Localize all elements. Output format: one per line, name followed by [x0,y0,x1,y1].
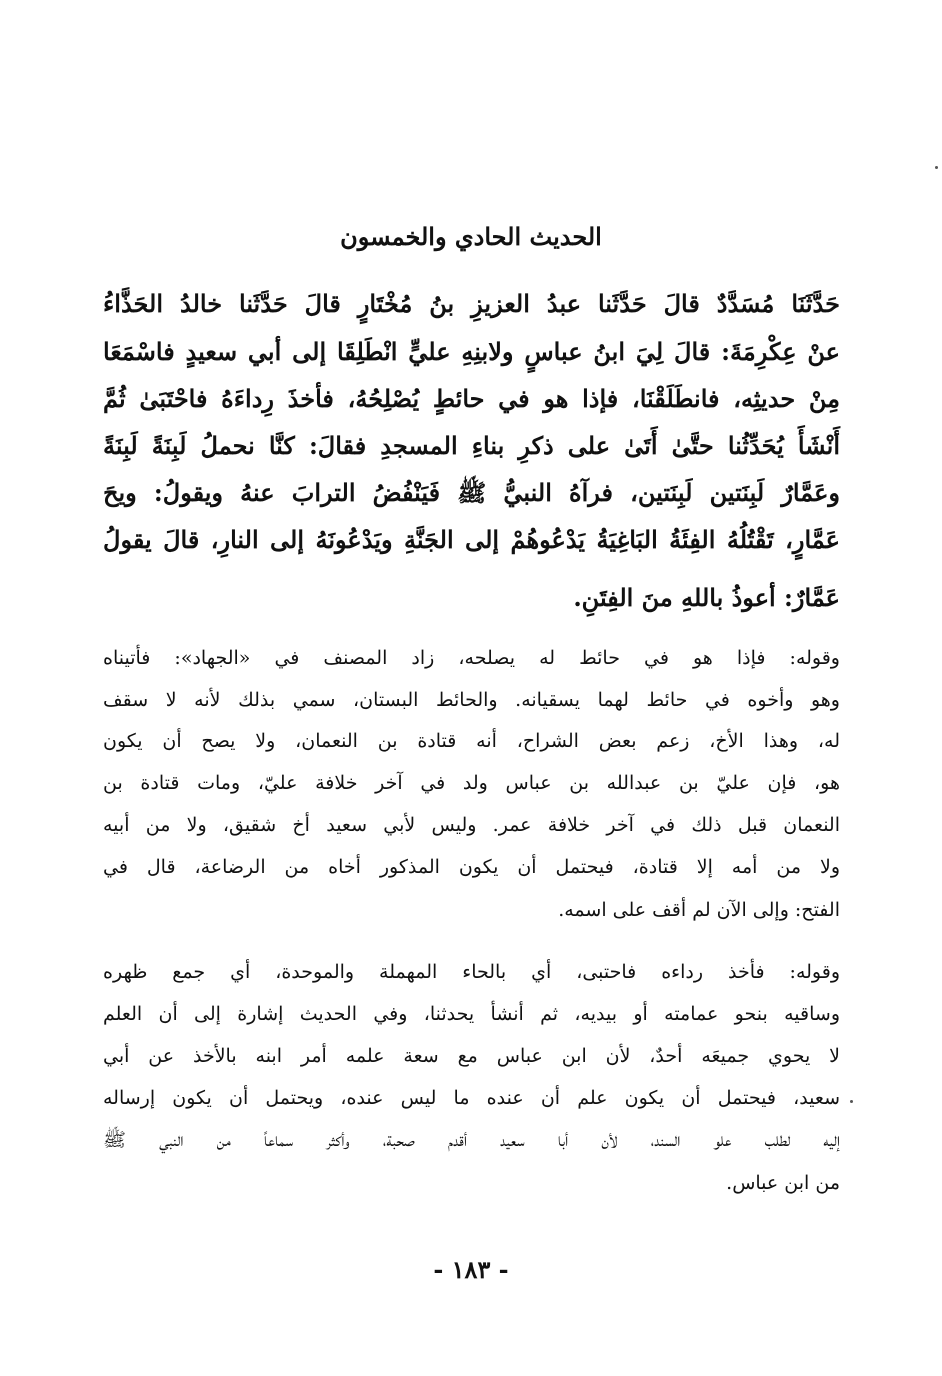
commentary-line: وقوله: فإذا هو في حائط له يصلحه، زاد المصنف في «الجهاد»: فأتيناه [103,647,840,669]
hadith-line: حَدَّثَنَا مُسَدَّدٌ قالَ حَدَّثَنا عبدُ العزيزِ بنُ مُخْتَارٍ قالَ حَدَّثَنا خالدُ الحَذَّاءُ [103,289,840,318]
hadith-line: عَمَّارٍ، تَقْتُلُهُ الفِئَةُ البَاغِيَةُ يَدْعُوهُمْ إلى الجَنَّةِ ويَدْعُونَهُ إلى النارِ، قالَ يقولُ [103,525,840,554]
commentary-line: وهو وأخوه في حائط لهما يسقيانه. والحائط البستان، سمي بذلك لأنه لا سقف [103,689,840,711]
commentary-line: لا يحوي جميعَه أحدٌ، لأن ابن عباس مع سعة علمه أمر ابنه بالأخذ عن أبي [103,1045,840,1067]
scan-speck [850,1100,853,1103]
commentary-line: من ابن عباس. [726,1172,840,1194]
hadith-line: عَمَّارٌ: أعوذُ باللهِ منَ الفِتَنِ. [573,583,840,612]
commentary-line: إليه لطلب علو السند، لأن أبا سعيد أقدم صحبة، وأكثر سماعاً من النبي ﷺ [103,1129,840,1151]
commentary-line: الفتح: وإلى الآن لم أقف على اسمه. [558,899,840,921]
hadith-title: الحديث الحادي والخمسون [340,222,602,251]
hadith-line: مِنْ حديثِه، فانطَلَقْنَا، فإذا هو في حائطٍ يُصْلِحُهُ، فأخذَ رِداءَهُ فاحْتَبَىٰ ثُمَّ [103,384,840,413]
commentary-line: له، وهذا الأخ، زعم بعض الشراح، أنه قتادة بن النعمان، ولا يصح أن يكون [103,730,840,752]
page-number: - ١٨٣ - [433,1255,509,1284]
commentary-line: سعيد، فيحتمل أن يكون علم أن عنده ما ليس عنده، ويحتمل أن يكون إرساله [103,1087,840,1109]
commentary-line: هو، فإن عليّ بن عبدالله بن عباس ولد في آخر خلافة عليّ، ومات قتادة بن [103,772,840,794]
commentary-line: وقوله: فأخذ رداءه فاحتبى، أي بالحاء المهملة والموحدة، أي جمع ظهره [103,961,840,983]
commentary-line: وساقيه بنحو عمامته أو بيديه، ثم أنشأ يحدثنا، وفي الحديث إشارة إلى أن العلم [103,1003,840,1025]
hadith-line: أَنْشَأَ يُحَدِّثُنا حتَّىٰ أَتَىٰ على ذكرِ بناءِ المسجدِ فقالَ: كنَّا نحملُ لَبِنَةً لَبِنَةً [103,431,840,460]
hadith-line: وعَمَّارٌ لَبِنَتين لَبِنَتين، فرآهُ النبيُّ ﷺ فَيَنْفُضُ الترابَ عنهُ ويقولُ: ويحَ [103,478,840,507]
commentary-line: النعمان قبل ذلك في آخر خلافة عمر. وليس لأبي سعيد أخ شقيق، ولا من أبيه [103,814,840,836]
commentary-line: ولا من أمه إلا قتادة، فيحتمل أن يكون المذكور أخاه من الرضاعة، قال في [103,856,840,878]
scan-speck [935,166,938,169]
hadith-line: عنْ عِكْرِمَةَ: قالَ لِيَ ابنُ عباسٍ ولابنِهِ عليٍّ انْطَلِقَا إلى أبي سعيدٍ فاسْمَعَا [103,337,840,366]
